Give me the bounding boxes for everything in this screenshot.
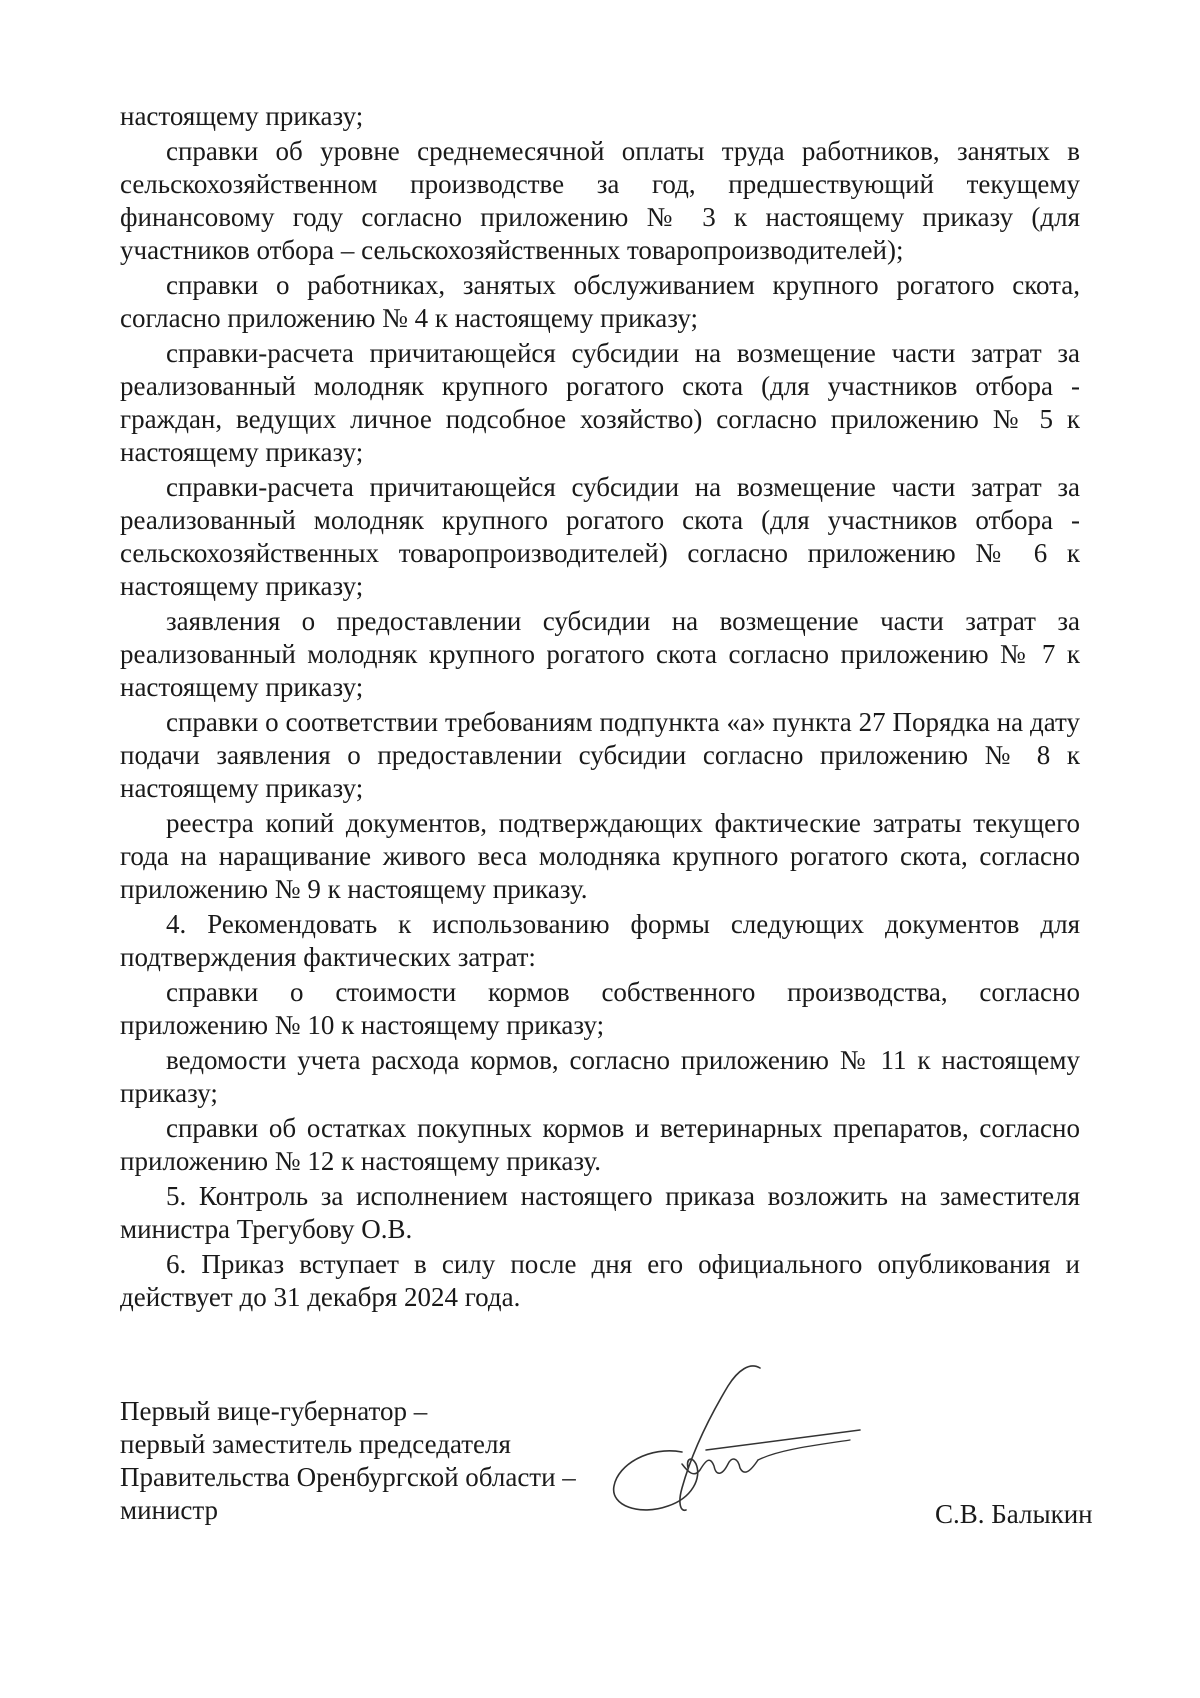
paragraph-appendix-5: справки-расчета причитающейся субсидии на возмещение части затрат за реализованный молодняк крупного рогатого скота (для участников отбора - граждан, ведущих личное подсобное хозяйство) согласно приложению № 5 к настоящему приказу; [120, 338, 1080, 467]
paragraph-appendix-6: справки-расчета причитающейся субсидии на возмещение части затрат за реализованный молодняк крупного рогатого скота (для участников отбора - сельскохозяйственных товаропроизводителей) согласно приложению № 6 к настоящему приказу; [120, 472, 1080, 601]
signature-stroke [614, 1451, 698, 1510]
signature-stroke [758, 1440, 850, 1460]
paragraph-appendix-8: справки о соответствии требованиям подпункта «а» пункта 27 Порядка на дату подачи заявления о предоставлении субсидии согласно приложению № 8 к настоящему приказу; [120, 707, 1080, 803]
position-line: Правительства Оренбургской области – [120, 1462, 576, 1492]
paragraph-appendix-12: справки об остатках покупных кормов и ветеринарных препаратов, согласно приложению № 12 к настоящему приказу. [120, 1113, 1080, 1176]
paragraph-continuation: настоящему приказу; [120, 101, 364, 131]
signature-stroke [706, 1430, 860, 1450]
handwritten-signature [610, 1360, 880, 1530]
paragraph-appendix-11: ведомости учета расхода кормов, согласно приложению № 11 к настоящему приказу; [120, 1045, 1080, 1108]
paragraph-appendix-4: справки о работниках, занятых обслуживанием крупного рогатого скота, согласно приложению № 4 к настоящему приказу; [120, 270, 1080, 333]
paragraph-appendix-3: справки об уровне среднемесячной оплаты труда работников, занятых в сельскохозяйственном производстве за год, предшествующий текущему финансовому году согласно приложению № 3 к настоящему приказу (для участников отбора – сельскохозяйственных товаропроизводителей); [120, 136, 1080, 265]
signatory-name: С.В. Балыкин [935, 1499, 1093, 1529]
position-line: первый заместитель председателя [120, 1429, 511, 1459]
paragraph-item-4: 4. Рекомендовать к использованию формы следующих документов для подтверждения фактических затрат: [120, 909, 1080, 972]
paragraph-appendix-7: заявления о предоставлении субсидии на возмещение части затрат за реализованный молодняк крупного рогатого скота согласно приложению № 7 к настоящему приказу; [120, 606, 1080, 702]
paragraph-item-5: 5. Контроль за исполнением настоящего приказа возложить на заместителя министра Трегубову О.В. [120, 1181, 1080, 1244]
paragraph-appendix-9: реестра копий документов, подтверждающих фактические затраты текущего года на наращивание живого веса молодняка крупного рогатого скота, согласно приложению № 9 к настоящему приказу. [120, 808, 1080, 904]
signatory-position [120, 1395, 576, 1527]
position-line: Первый вице-губернатор – [120, 1396, 428, 1426]
position-line: министр [120, 1495, 219, 1525]
paragraph-item-6: 6. Приказ вступает в силу после дня его официального опубликования и действует до 31 декабря 2024 года. [120, 1249, 1080, 1312]
document-body [120, 100, 1080, 1316]
paragraph-appendix-10: справки о стоимости кормов собственного производства, согласно приложению № 10 к настоящему приказу; [120, 977, 1080, 1040]
